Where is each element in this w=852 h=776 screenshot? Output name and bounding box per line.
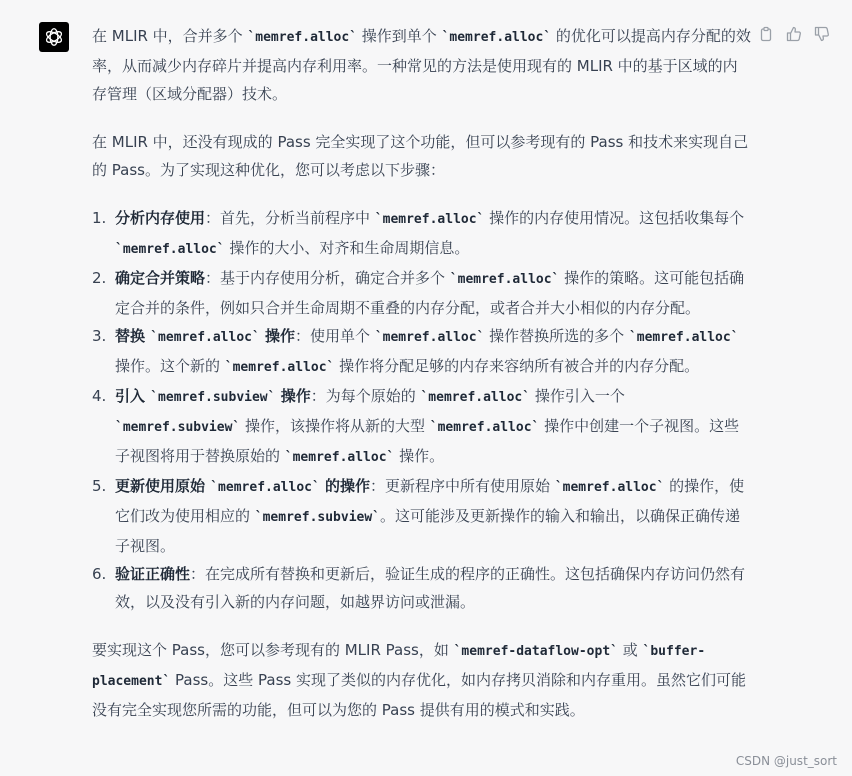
inline-code: `memref.subview` — [115, 420, 241, 435]
context-paragraph: 在 MLIR 中，还没有现成的 Pass 完全实现了这个功能，但可以参考现有的 Pass 和技术来实现自己的 Pass。为了实现这种优化，您可以考虑以下步骤： — [92, 133, 749, 179]
thumbs-down-icon[interactable] — [814, 26, 830, 42]
inline-code: `buffer-placement` — [92, 644, 706, 689]
step-title — [115, 477, 370, 495]
list-item — [92, 472, 752, 560]
text: 操作的策略。这可能包括确定合并的条件，例如只合并生命周期不重叠的内存分配，或者合并大小相似的内存分配。 — [115, 269, 745, 317]
list-number: 6. — [92, 565, 107, 583]
inline-code: `memref.alloc` — [449, 272, 560, 287]
text: ：使用单个 — [295, 327, 375, 345]
inline-code: `memref.alloc` — [284, 450, 395, 465]
list-item — [92, 264, 752, 322]
copy-icon[interactable] — [758, 26, 774, 42]
assistant-message — [92, 22, 752, 724]
text: 操作。这个新的 — [115, 357, 225, 375]
message-actions — [758, 26, 830, 42]
inline-code: `memref.subview` — [150, 390, 276, 405]
steps-list — [92, 204, 752, 616]
inline-code: `memref.alloc` — [115, 242, 225, 257]
text: 操作到单个 — [357, 27, 442, 45]
text: 替换 — [115, 327, 151, 345]
text: 的操作，使它们改为使用相应的 — [115, 477, 745, 525]
closing-paragraph — [92, 636, 752, 724]
step-title — [115, 387, 311, 405]
inline-code: `memref.alloc` — [420, 390, 531, 405]
step-title — [115, 327, 295, 345]
step-title: 分析内存使用 — [115, 209, 206, 227]
list-number: 3. — [92, 327, 107, 345]
text: 在 MLIR 中，合并多个 — [92, 27, 248, 45]
inline-code: `memref-dataflow-opt` — [453, 644, 618, 659]
inline-code: `memref.alloc` — [210, 480, 320, 495]
inline-code: `memref.alloc` — [150, 330, 260, 345]
list-number: 4. — [92, 387, 107, 405]
thumbs-up-icon[interactable] — [786, 26, 802, 42]
text: ：首先，分析当前程序中 — [205, 209, 375, 227]
list-item — [92, 204, 752, 264]
text: 更新使用原始 — [115, 477, 211, 495]
text: 操作 — [275, 387, 311, 405]
inline-code: `memref.alloc` — [554, 480, 665, 495]
inline-code: `memref.alloc` — [247, 30, 358, 45]
list-item — [92, 560, 752, 616]
text: 。这可能涉及更新操作的输入和输出，以确保正确传递子视图。 — [115, 507, 741, 555]
inline-code: `memref.alloc` — [374, 212, 485, 227]
text: 操作引入一个 — [530, 387, 625, 405]
text: ：更新程序中所有使用原始 — [370, 477, 555, 495]
inline-code: `memref.alloc` — [628, 330, 739, 345]
inline-code: `memref.alloc` — [429, 420, 540, 435]
list-number: 5. — [92, 477, 107, 495]
inline-code: `memref.alloc` — [374, 330, 485, 345]
text: 操作 — [259, 327, 296, 345]
text: 的操作 — [319, 477, 371, 495]
text: 操作的大小、对齐和生命周期信息。 — [224, 239, 470, 257]
inline-code: `memref.alloc` — [441, 30, 552, 45]
text: 的优化可以提高内存分配的效率，从而减少内存碎片并提高内存利用率。一种常见的方法是使用现有的 MLIR 中的基于区域的内存管理（区域分配器）技术。 — [92, 27, 751, 103]
text: ：基于内存使用分析，确定合并多个 — [205, 269, 450, 287]
openai-logo-icon — [43, 26, 65, 48]
text: 操作，该操作将从新的大型 — [240, 417, 430, 435]
text: 操作中创建一个子视图。这些子视图将用于替换原始的 — [115, 417, 740, 465]
text: 操作将分配足够的内存来容纳所有被合并的内存分配。 — [334, 357, 700, 375]
inline-code: `memref.alloc` — [224, 360, 335, 375]
text: 操作。 — [394, 447, 445, 465]
text: 或 — [617, 641, 643, 659]
list-item — [92, 322, 752, 382]
intro-paragraph — [92, 22, 752, 108]
step-title: 验证正确性 — [115, 565, 191, 583]
assistant-avatar — [39, 22, 69, 52]
list-number: 1. — [92, 209, 107, 227]
text: ：在完成所有替换和更新后，验证生成的程序的正确性。这包括确保内存访问仍然有效，以及没有引入新的内存问题，如越界访问或泄漏。 — [115, 565, 746, 611]
inline-code: `memref.subview` — [254, 510, 381, 525]
text: 引入 — [115, 387, 151, 405]
text: 操作的内存使用情况。这包括收集每个 — [484, 209, 745, 227]
list-item — [92, 382, 752, 472]
step-title: 确定合并策略 — [115, 269, 206, 287]
text: Pass。这些 Pass 实现了类似的内存优化，如内存拷贝消除和内存重用。虽然它们可能没有完全实现您所需的功能，但可以为您的 Pass 提供有用的模式和实践。 — [92, 671, 746, 719]
text: 操作替换所选的多个 — [484, 327, 629, 345]
csdn-watermark: CSDN @just_sort — [735, 754, 837, 768]
list-number: 2. — [92, 269, 107, 287]
text: ：为每个原始的 — [310, 387, 421, 405]
text: 要实现这个 Pass，您可以参考现有的 MLIR Pass，如 — [92, 641, 454, 659]
